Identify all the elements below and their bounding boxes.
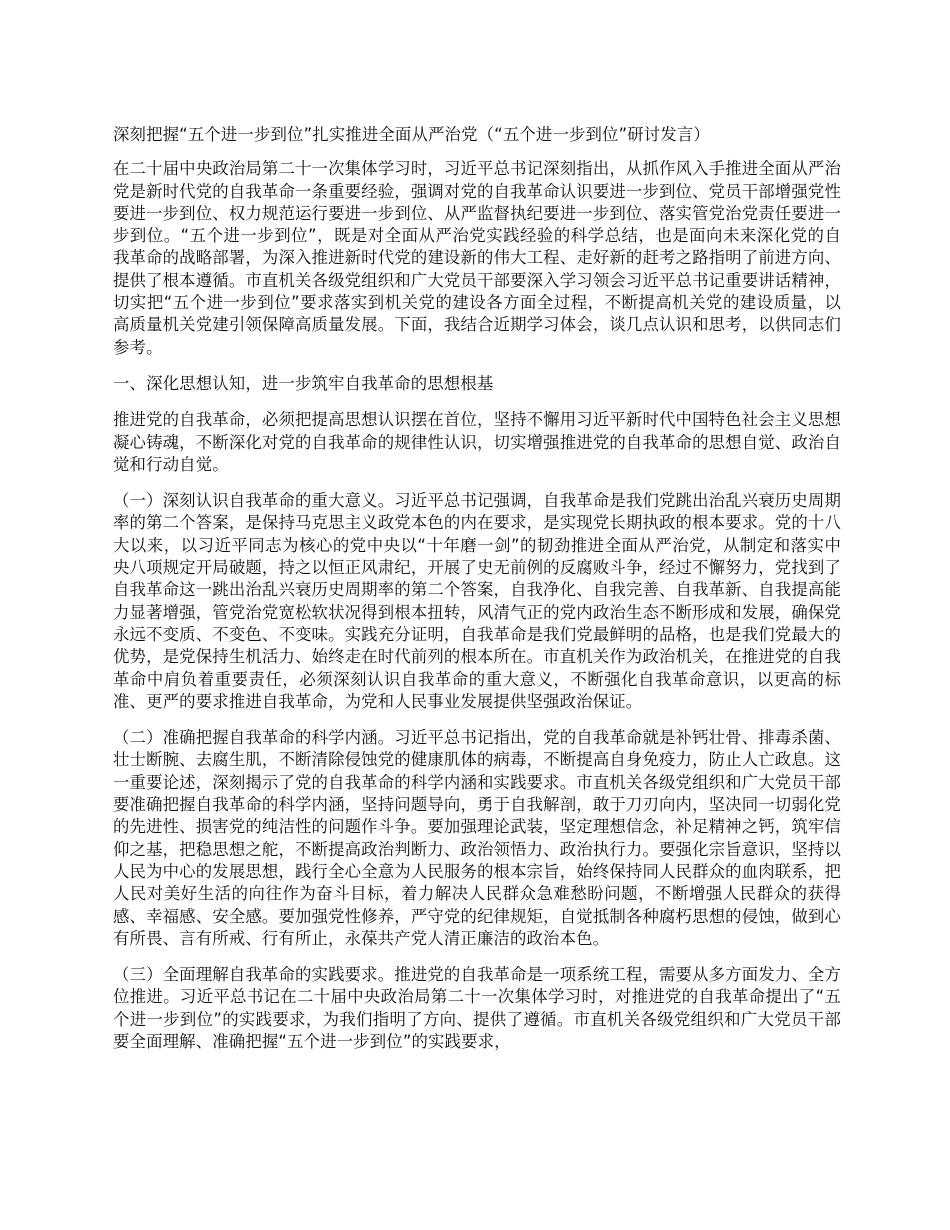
paragraph-intro: 在二十届中央政治局第二十一次集体学习时，习近平总书记深刻指出，从抓作风入手推进全面从严治党是新时代党的自我革命一条重要经验，强调对党的自我革命认识要进一步到位、党员干部增强党性要进一步到位、权力规范运行要进一步到位、从严监督执纪要进一步到位、落实管党治党责任要进一步到位。“五个进一步到位”，既是对全面从严治党实践经验的科学总结，也是面向未来深化党的自我革命的战略部署，为深入推进新时代党的建设新的伟大工程、走好新的赶考之路指明了前进方向、提供了根本遵循。市直机关各级党组织和广大党员干部要深入学习领会习近平总书记重要讲话精神，切实把“五个进一步到位”要求落实到机关党的建设各方面全过程，不断提高机关党的建设质量，以高质量机关党建引领保障高质量发展。下面，我结合近期学习体会，谈几点认识和思考，以供同志们参考。 xyxy=(113,159,841,357)
paragraph-subsection-1: （一）深刻认识自我革命的重大意义。习近平总书记强调，自我革命是我们党跳出治乱兴衰历史周期率的第二个答案，是保持马克思主义政党本色的内在要求，是实现党长期执政的根本要求。党的十八大以来，以习近平同志为核心的党中央以“十年磨一剑”的韧劲推进全面从严治党，从制定和落实中央八项规定开局破题，持之以恒正风肃纪，开展了史无前例的反腐败斗争，经过不懈努力，党找到了自我革命这一跳出治乱兴衰历史周期率的第二个答案，自我净化、自我完善、自我革新、自我提高能力显著增强，管党治党宽松软状况得到根本扭转，风清气正的党内政治生态不断形成和发展，确保党永远不变质、不变色、不变味。实践充分证明，自我革命是我们党最鲜明的品格，也是我们党最大的优势，是党保持生机活力、始终走在时代前列的根本所在。市直机关作为政治机关，在推进党的自我革命中肩负着重要责任，必须深刻认识自我革命的重大意义，不断强化自我革命意识，以更高的标准、更严的要求推进自我革命，为党和人民事业发展提供坚强政治保证。 xyxy=(113,491,841,711)
paragraph-section-1-intro: 推进党的自我革命，必须把提高思想认识摆在首位，坚持不懈用习近平新时代中国特色社会主义思想凝心铸魂，不断深化对党的自我革命的规律性认识，切实增强推进党的自我革命的思想自觉、政治自觉和行动自觉。 xyxy=(113,410,841,474)
document-page xyxy=(113,124,841,1067)
document-title: 深刻把握“五个进一步到位”扎实推进全面从严治党（“五个进一步到位”研讨发言） xyxy=(113,125,710,144)
paragraph-subsection-2: （二）准确把握自我革命的科学内涵。习近平总书记指出，党的自我革命就是补钙壮骨、排毒杀菌、壮士断腕、去腐生肌，不断清除侵蚀党的健康肌体的病毒，不断提高自身免疫力，防止人亡政息。这一重要论述，深刻揭示了党的自我革命的科学内涵和实践要求。市直机关各级党组织和广大党员干部要准确把握自我革命的科学内涵，坚持问题导向，勇于自我解剖，敢于刀刃向内，坚决同一切弱化党的先进性、损害党的纯洁性的问题作斗争。要加强理论武装，坚定理想信念，补足精神之钙，筑牢信仰之基，把稳思想之舵，不断提高政治判断力、政治领悟力、政治执行力。要强化宗旨意识，坚持以人民为中心的发展思想，践行全心全意为人民服务的根本宗旨，始终保持同人民群众的血肉联系，把人民对美好生活的向往作为奋斗目标，着力解决人民群众急难愁盼问题，不断增强人民群众的获得感、幸福感、安全感。要加强党性修养，严守党的纪律规矩，自觉抵制各种腐朽思想的侵蚀，做到心有所畏、言有所戒、行有所止，永葆共产党人清正廉洁的政治本色。 xyxy=(113,728,841,948)
section-heading-1: 一、深化思想认知，进一步筑牢自我革命的思想根基 xyxy=(113,373,494,393)
paragraph-subsection-3: （三）全面理解自我革命的实践要求。推进党的自我革命是一项系统工程，需要从多方面发力、全方位推进。习近平总书记在二十届中央政治局第二十一次集体学习时，对推进党的自我革命提出了“五个进一步到位”的实践要求，为我们指明了方向、提供了遵循。市直机关各级党组织和广大党员干部要全面理解、准确把握“五个进一步到位”的实践要求， xyxy=(113,965,841,1051)
